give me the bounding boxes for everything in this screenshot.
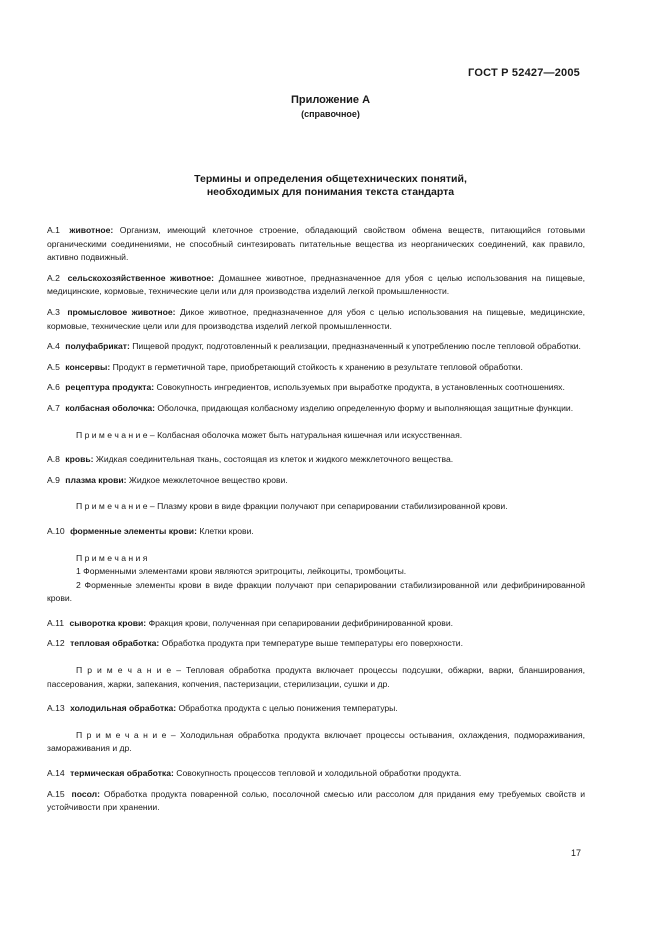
term-definition: Совокупность процессов тепловой и холодильной обработки продукта.	[176, 768, 462, 779]
entry-number: А.9	[47, 474, 60, 485]
term-name: колбасная оболочка:	[65, 402, 156, 413]
entry-number: А.2	[47, 272, 60, 283]
note-a10-1: 1 Форменными элементами крови являются эритроциты, лейкоциты, тромбоциты.	[76, 566, 407, 577]
term-name: сыворотка крови:	[69, 617, 147, 628]
term-entry-a2	[47, 272, 585, 299]
note-label: П р и м е ч а н и е	[76, 729, 167, 740]
entry-number: А.6	[47, 382, 60, 393]
term-entry-a10	[47, 525, 585, 539]
entry-number: А.11	[47, 617, 65, 628]
note-label: П р и м е ч а н и е	[76, 665, 172, 676]
term-definition: Оболочка, придающая колбасному изделию определенную форму и выполняющая защитные функции.	[157, 402, 574, 413]
term-name: сельскохозяйственное животное:	[67, 272, 215, 283]
note-label: П р и м е ч а н и е	[76, 429, 148, 440]
appendix-type: (справочное)	[301, 109, 360, 119]
entry-number: А.5	[47, 361, 60, 372]
term-name: холодильная обработка:	[70, 703, 177, 714]
entry-number: А.8	[47, 454, 60, 465]
entry-number: А.12	[47, 638, 65, 649]
notes-a10	[47, 552, 585, 606]
term-entry-a9	[47, 474, 585, 488]
term-definition: Пищевой продукт, подготовленный к реализации, предназначенный к употреблению после тепловой обработки.	[132, 341, 581, 352]
entry-number: А.7	[47, 402, 60, 413]
term-entry-a7	[47, 402, 585, 416]
term-entry-a11	[47, 617, 585, 631]
entry-number: А.14	[47, 768, 65, 779]
term-entry-a13	[47, 702, 585, 716]
note-text: – Плазму крови в виде фракции получают при сепарировании стабилизированной крови.	[149, 501, 508, 512]
term-entry-a4	[47, 340, 585, 354]
entry-number: А.3	[47, 306, 60, 317]
note-text: – Колбасная оболочка может быть натуральная кишечная или искусственная.	[149, 429, 463, 440]
note-a12	[47, 664, 585, 691]
term-name: тепловая обработка:	[70, 638, 160, 649]
entry-number: А.1	[47, 225, 60, 235]
term-name: рецептура продукта:	[65, 382, 155, 393]
term-definition: Обработка продукта при температуре выше температуры его поверхности.	[161, 638, 463, 649]
term-definition: Клетки крови.	[199, 525, 254, 536]
note-text: – Холодильная обработка продукта включает процессы остывания, охлаждения, подмораживания, замораживания и др.	[47, 729, 586, 754]
term-entry-a12	[47, 637, 585, 651]
term-name: промысловое животное:	[67, 306, 176, 317]
note-a13	[47, 729, 585, 756]
term-definition: Жидкая соединительная ткань, состоящая из клеток и жидкого межклеточного вещества.	[95, 454, 454, 465]
entry-number: А.10	[47, 525, 65, 536]
terms-list	[47, 224, 585, 822]
term-entry-a3	[47, 306, 585, 333]
note-a10-2: 2 Форменные элементы крови в виде фракции получают при сепарировании стабилизированной или дефибринированной крови.	[47, 579, 585, 604]
term-definition: Продукт в герметичной таре, приобретающий стойкость к хранению в результате тепловой обработки.	[112, 361, 523, 372]
note-a7	[47, 429, 585, 443]
term-definition: Домашнее животное, предназначенное для убоя с целью использования на пищевые, медицинские, кормовые, технические цели или для производства изделий легкой промышленности.	[47, 272, 586, 297]
section-heading	[0, 173, 661, 199]
notes-label: П р и м е ч а н и я	[76, 552, 148, 563]
term-entry-a6	[47, 381, 585, 395]
term-definition: Фракция крови, полученная при сепарировании дефибринированной крови.	[148, 617, 454, 628]
term-name: кровь:	[65, 454, 94, 465]
term-entry-a14	[47, 767, 585, 781]
term-name: термическая обработка:	[70, 768, 174, 779]
term-name: форменные элементы крови:	[70, 525, 197, 536]
term-name: посол:	[71, 788, 100, 799]
entry-number: А.15	[47, 788, 65, 799]
heading-line-2: необходимых для понимания текста стандарта	[206, 186, 455, 198]
note-a9	[47, 500, 585, 514]
entry-number: А.13	[47, 703, 65, 714]
term-definition: Организм, имеющий клеточное строение, обладающий свойством обмена веществ, питающийся готовыми органическими соединениями, не способный синтезировать питательные вещества из неорганических соединений, как правило, активно подвижный.	[47, 225, 586, 263]
term-definition: Дикое животное, предназначенное для убоя с целью использования на пищевые, медицинские, кормовые, технические цели или для производства изделий легкой промышленности.	[47, 306, 586, 331]
term-name: консервы:	[65, 361, 111, 372]
heading-line-1: Термины и определения общетехнических понятий,	[194, 173, 467, 185]
term-entry-a5	[47, 361, 585, 375]
term-name: плазма крови:	[65, 474, 127, 485]
note-text: – Тепловая обработка продукта включает процессы подсушки, обжарки, варки, бланширования, пассерования, жарки, запекания, копчения, пастеризации, стерилизации, сушки и др.	[47, 665, 586, 689]
term-name: животное:	[69, 225, 114, 235]
term-name: полуфабрикат:	[65, 341, 130, 352]
page-number: 17	[570, 848, 581, 858]
term-entry-a1	[47, 224, 585, 265]
entry-number: А.4	[47, 341, 60, 352]
term-entry-a15	[47, 788, 585, 815]
standard-number: ГОСТ Р 52427—2005	[468, 67, 580, 79]
term-entry-a8	[47, 453, 585, 467]
term-definition: Совокупность ингредиентов, используемых при выработке продукта, в установленных соотношениях.	[156, 382, 565, 393]
term-definition: Обработка продукта с целью понижения температуры.	[178, 703, 398, 714]
term-definition: Жидкое межклеточное вещество крови.	[128, 474, 288, 485]
note-label: П р и м е ч а н и е	[76, 501, 148, 512]
appendix-title: Приложение А	[290, 94, 371, 106]
term-definition: Обработка продукта поваренной солью, посолочной смесью или рассолом для придания ему требуемых свойств и устойчивости при хранении.	[47, 788, 586, 813]
